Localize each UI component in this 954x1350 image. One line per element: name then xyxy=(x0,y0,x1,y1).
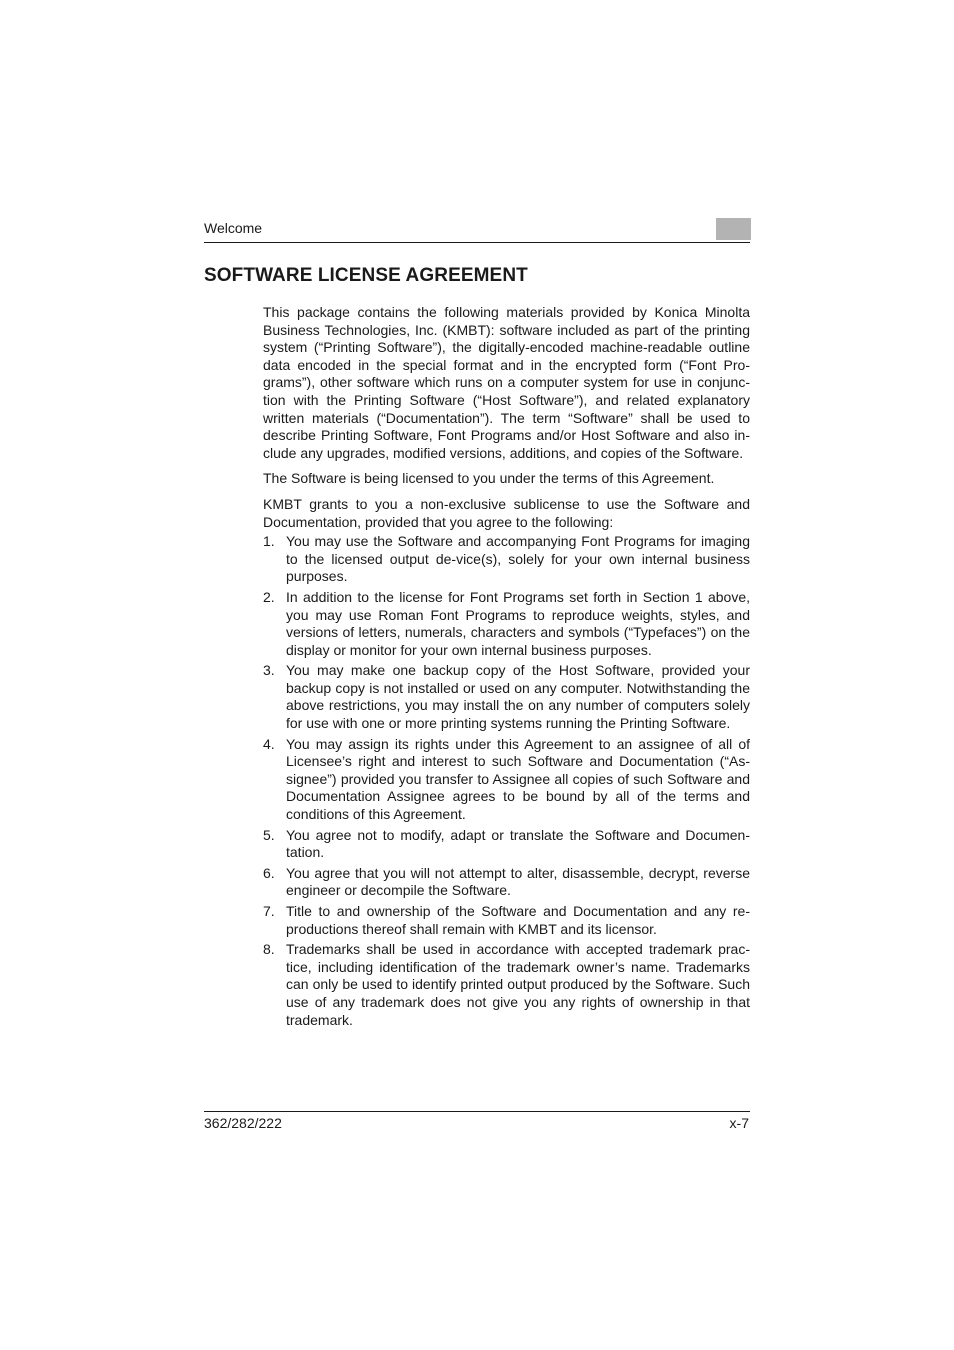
list-item xyxy=(263,827,750,862)
list-item-text: You may assign its rights under this Agreement to an assignee of all of Licensee’s right and interest to such Software and Documentation (“Assignee”) provided you transfer to Assignee all copies of such Software and Documentation Assignee agrees to be bound by all of the terms and conditions of this Agreement. xyxy=(286,735,750,823)
list-item xyxy=(263,736,750,824)
list-item-text: You may use the Software and accompanying Font Programs for imaging to the licensed output de-vice(s), solely for your own internal business purposes. xyxy=(286,533,750,585)
list-item-text: You agree not to modify, adapt or translate the Software and Documentation. xyxy=(286,826,750,861)
page-title: SOFTWARE LICENSE AGREEMENT xyxy=(204,265,528,286)
list-item xyxy=(263,865,750,900)
agreement-body xyxy=(263,304,750,1032)
list-item-number: 2. xyxy=(263,588,275,605)
list-item-text: Title to and ownership of the Software and Documentation and any reproductions thereof shall remain with KMBT and its licensor. xyxy=(286,903,750,937)
list-item-number: 7. xyxy=(263,903,275,919)
list-item-number: 8. xyxy=(263,941,275,958)
list-item xyxy=(263,941,750,1029)
list-item-text: Trademarks shall be used in accordance with accepted trademark practice, including identification of the trademark owner’s name. Trademarks can only be used to identify printed output produced by the Software. Such use of any trademark does not give you any rights of ownership in that trademark. xyxy=(286,941,750,1028)
header-divider xyxy=(204,242,750,243)
list-item-number: 1. xyxy=(263,533,275,550)
list-item-number: 5. xyxy=(263,826,275,843)
list-item xyxy=(263,903,750,938)
list-item xyxy=(263,662,750,732)
list-item xyxy=(263,533,750,586)
list-item-text: In addition to the license for Font Programs set forth in Section 1 above, you may use Roman Font Programs to reproduce weights, styles, and versions of letters, numerals, characters and symbols (“Typefaces”) on the display or monitor for your own internal business purposes. xyxy=(286,588,750,658)
list-item-text: You agree that you will not attempt to alter, disassemble, decrypt, reverse engineer or decompile the Software. xyxy=(286,864,750,899)
terms-list xyxy=(263,533,750,1029)
list-item-number: 6. xyxy=(263,864,275,881)
footer-divider xyxy=(204,1111,750,1112)
list-item-number: 4. xyxy=(263,735,275,752)
footer-page-number: x-7 xyxy=(729,1115,749,1131)
chapter-tab-marker xyxy=(716,218,751,240)
grant-paragraph: KMBT grants to you a non-exclusive sublicense to use the Software and Documentation, provided that you agree to the following: xyxy=(263,495,750,530)
license-paragraph: The Software is being licensed to you under the terms of this Agreement. xyxy=(263,470,715,487)
intro-paragraph: This package contains the following materials provided by Konica Minolta Business Technologies, Inc. (KMBT): software included as part of the printing system (“Printing Software”), the digitally-encoded machine-readable outline data encoded in the special format and in the encrypted form (“Font Programs”), other software which runs on a computer system for use in conjunction with the Printing Software (“Host Software”), and related explanatory written materials (“Documentation”). The term “Software” shall be used to describe Printing Software, Font Programs and/or Host Software and also include any upgrades, modified versions, additions, and copies of the Software. xyxy=(263,304,750,461)
list-item-text: You may make one backup copy of the Host Software, provided your backup copy is not installed or used on any computer. Notwithstanding the above restrictions, you may install the on any number of computers solely for use with one or more printing systems running the Printing Software. xyxy=(286,662,750,732)
running-header: Welcome xyxy=(204,220,263,236)
footer-model-number: 362/282/222 xyxy=(204,1115,282,1131)
list-item-number: 3. xyxy=(263,662,275,679)
list-item xyxy=(263,589,750,659)
